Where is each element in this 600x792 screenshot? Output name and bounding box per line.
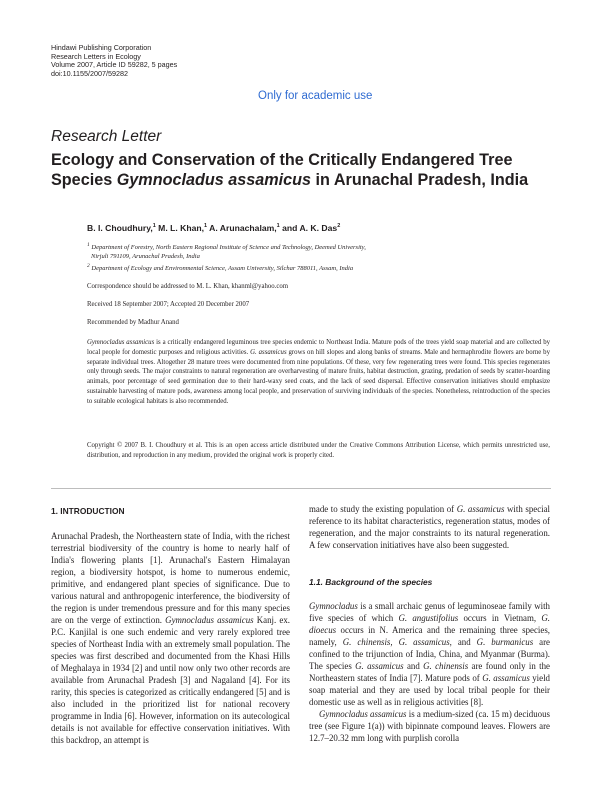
volume-line: Volume 2007, Article ID 59282, 5 pages	[51, 60, 178, 70]
journal-name: Research Letters in Ecology	[51, 51, 141, 61]
section-divider	[51, 488, 551, 489]
author-1-sup: 1	[152, 223, 156, 230]
intro-paragraph-1-continued	[309, 503, 550, 551]
abstract	[87, 338, 550, 407]
received-dates: Received 18 September 2007; Accepted 20 December 2007	[87, 301, 250, 308]
bg-text-2: occurs in Vietnam,	[458, 613, 542, 623]
bg-text-4: and	[451, 637, 477, 647]
title-line-1: Ecology and Conservation of the Critically Endangered Tree	[51, 151, 513, 169]
article-title	[51, 150, 551, 190]
intro-paragraph-1	[51, 530, 290, 746]
species-full-name: Gymnocladus assamicus	[319, 709, 407, 719]
title-line-2	[51, 170, 551, 190]
species-dioecus: G. dioecus	[309, 613, 550, 635]
doi-line: doi:10.1155/2007/59282	[51, 69, 129, 79]
recommended-by: Recommended by Madhur Anand	[87, 319, 179, 326]
affiliation-1-text: Department of Forestry, North Eastern Regional Institute of Science and Technology, Deemed University,	[89, 244, 366, 251]
author-4[interactable]: and A. K. Das	[279, 223, 338, 233]
author-2-sup: 1	[204, 223, 208, 230]
affiliation-1-line2: Nirjuli 791109, Arunachal Pradesh, India	[91, 253, 200, 260]
affiliation-1	[87, 243, 557, 261]
title-line-2-pre: Species	[51, 171, 117, 189]
affiliation-2-text: Department of Ecology and Environmental Science, Assam University, Silchar 788011, Assam, India	[89, 265, 354, 272]
abstract-part-2: grows on hill slopes and along banks of streams. Male and hermaphrodite flowers are borne by separate individual trees. Altogether 28 mature trees were documented from nine populations. Of these, very few regenerating trees were found. This species regenerates only through seeds. The major constraints to natural regeneration are overharvesting of mature fruits, habitat destruction, grazing, predation of seeds by scatter-hoarding animals, poor percentage of seed germination due to their hard-waxy seed coats, and the lack of seed dispersal. Effective conservation initiatives should emphasize sustainable harvesting of mature pods, awareness among local people, and preservation of surviving individuals of the species. Nonetheless, reintroduction of the species to suitable ecological habitats is also recommended.	[87, 348, 550, 405]
bg-text-7: are found only in the Northeastern states of India [7]. Mature pods of	[309, 661, 550, 683]
species-chinensis: G. chinensis	[423, 661, 469, 671]
background-text	[309, 600, 550, 744]
article-type: Research Letter	[51, 128, 162, 145]
bg-text-8: yield soap material and they are used by local tribal people for their domestic use as well as in religious activities [8].	[309, 673, 550, 707]
bg-text-3: occurs in N. America and the remaining three species, namely,	[309, 625, 550, 647]
author-2[interactable]: M. L. Khan,	[155, 223, 205, 233]
intro-p1-species: Gymnocladus assamicus	[165, 615, 254, 625]
abstract-species-2: G. assamicus	[250, 348, 287, 356]
academic-use-banner: Only for academic use	[258, 90, 373, 102]
species-assamicus-2: G. assamicus	[482, 673, 530, 683]
background-paragraph-1	[309, 600, 550, 708]
intro-p1-part-b: Kanj. ex. P.C. Kanjilal is one such endemic and very rarely explored tree species of Northeast India with an extremely small population. The species was first described and documented from the Khasi Hills of Meghalaya in 1934 [2] and until now only two other records are available from Arunachal Pradesh [3] and Nagaland [4]. For its rarity, this species is categorized as critically endangered [5] and is also included in the prioritized list for national recovery programme in India [6]. However, information on its autecological details is not available for effective conservation initiatives. With this backdrop, an attempt is	[51, 615, 290, 745]
publisher-name: Hindawi Publishing Corporation	[51, 43, 152, 52]
section-1-heading: 1. INTRODUCTION	[51, 506, 125, 516]
title-species: Gymnocladus assamicus	[116, 171, 312, 189]
author-1[interactable]: B. I. Choudhury,	[87, 223, 153, 233]
species-chinensis-assamicus: G. chinensis, G. assamicus,	[342, 637, 452, 647]
journal-info	[51, 44, 177, 79]
bg-text-1: is a small archaic genus of leguminoseae family with five species of which	[309, 601, 550, 623]
intro-p1-part-a: Arunachal Pradesh, the Northeastern state of India, with the richest terrestrial biodiversity of the country is home to nearly half of India's flowering plants [1]. Arunachal's Eastern Himalayan region, a biodiversity hotspot, is home to numerous endemic, primitive, and endangered plant species of significance. Due to various natural and anthropogenic interference, the biodiversity of the region is under tremendous pressure and for this many species are on the verge of extinction.	[51, 531, 290, 625]
affiliation-2	[87, 264, 557, 273]
author-4-sup: 2	[337, 223, 341, 230]
background-paragraph-2	[309, 708, 550, 744]
species-burmanicus: G. burmanicus	[476, 637, 534, 647]
genus-name: Gymnocladus	[309, 601, 358, 611]
bg-text-6: and	[403, 661, 424, 671]
author-3[interactable]: A. Arunachalam,	[207, 223, 277, 233]
author-3-sup: 1	[276, 223, 280, 230]
intro-p2-species: G. assamicus	[456, 504, 505, 514]
intro-p2-part-a: made to study the existing population of	[309, 504, 457, 514]
copyright-notice: Copyright © 2007 B. I. Choudhury et al. This is an open access article distributed under the Creative Commons Attribution License, which permits unrestricted use, distribution, and reproduction in any medium, provided the original work is properly cited.	[87, 442, 550, 459]
affiliation-1-sup: 1	[87, 241, 90, 248]
abstract-species: Gymnocladus assamicus	[87, 339, 155, 346]
species-assamicus: G. assamicus	[355, 661, 404, 671]
author-list	[87, 223, 340, 233]
subsection-1-1-heading: 1.1. Background of the species	[309, 577, 433, 587]
species-angustifolius: G. angustifolius	[398, 613, 459, 623]
title-line-2-post: in Arunachal Pradesh, India	[311, 171, 529, 189]
intro-p2-part-b: with special reference to its habitat characteristics, regeneration status, modes of regeneration, and the major constraints to its natural regeneration. A few conservation initiatives have also been suggested.	[309, 504, 550, 550]
bg-text-5: are confined to the trijunction of India, China, and Myanmar (Burma). The species	[309, 637, 550, 671]
abstract-part-1: is a critically endangered leguminous tree species endemic to Northeast India. Mature pods of the trees yield soap material and are collected by local people for domestic purposes and religious activities.	[87, 339, 550, 356]
correspondence: Correspondence should be addressed to M. L. Khan, khanml@yahoo.com	[87, 283, 289, 290]
affiliation-2-sup: 2	[87, 262, 90, 269]
bg-p2-text: is a medium-sized (ca. 15 m) deciduous tree (see Figure 1(a)) with bipinnate compound leaves. Flowers are 12.7–20.32 mm long with purplish corolla	[309, 709, 550, 743]
